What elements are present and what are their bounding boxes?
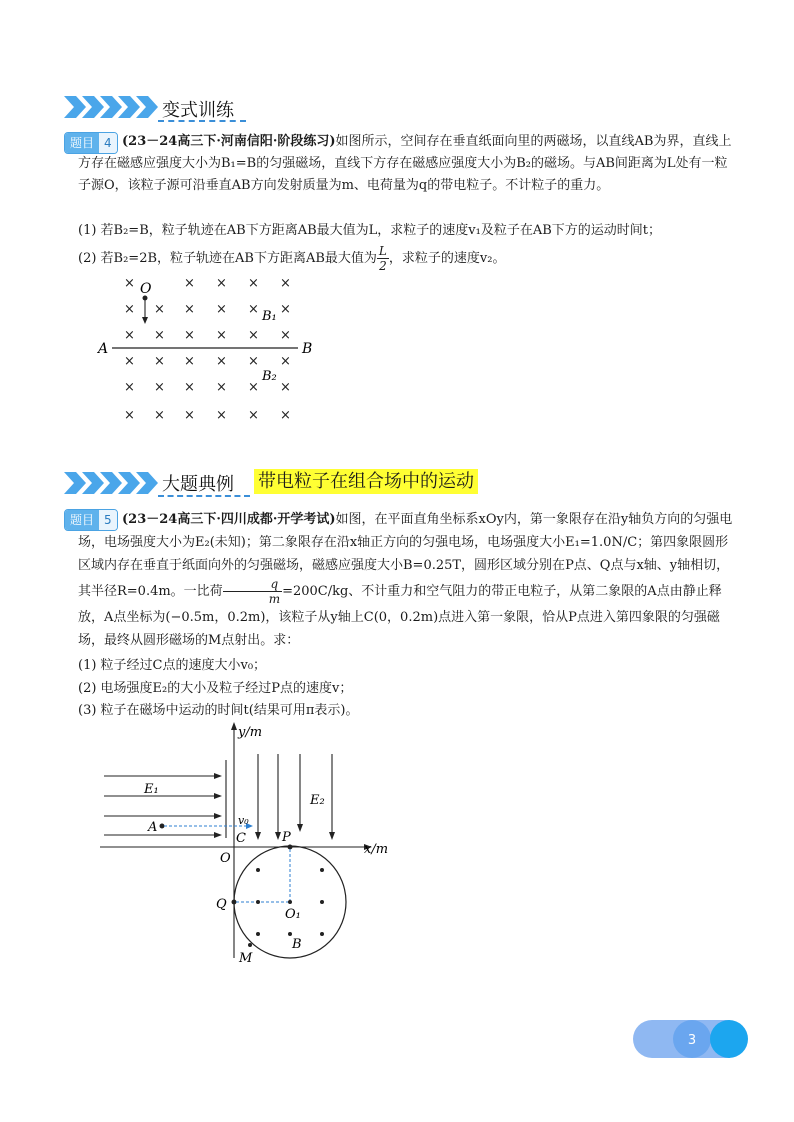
field-cross: ×: [248, 276, 259, 291]
label-e1: E₁: [144, 782, 159, 797]
field-cross: ×: [280, 302, 291, 317]
problem-source: (23－24高三下·河南信阳·阶段练习): [122, 134, 336, 149]
field-cross: ×: [154, 302, 165, 317]
label-q: Q: [216, 897, 227, 912]
fraction-den: 2: [379, 259, 387, 273]
field-cross: ×: [280, 276, 291, 291]
field-cross: ×: [248, 354, 259, 369]
section-divider: [158, 495, 250, 497]
field-cross: ×: [280, 408, 291, 423]
field-cross: ×: [154, 408, 165, 423]
label-b1: B₁: [262, 309, 277, 324]
problem-source: (23－24高三下·四川成都·开学考试): [122, 512, 336, 527]
field-cross: ×: [280, 380, 291, 395]
problem-body-cont: =200C/kg、不计重力和空气阻力的带正电粒子，从第二象限的A点由静止释放，A点坐标为(−0.5m，0.2m)，该粒子从y轴上C(0，0.2m)点进入第一象限，恰从P点进入第四象限的匀强磁场，最终从圆形磁场的M点射出。求：: [78, 584, 722, 648]
section-chevron-icon: [64, 472, 158, 494]
field-cross: ×: [124, 276, 135, 291]
center-o1: [288, 900, 292, 904]
badge-label: 题目: [65, 133, 99, 153]
question-1: (1) 粒子经过C点的速度大小v₀；: [78, 658, 267, 673]
field-cross: ×: [154, 380, 165, 395]
label-p: P: [282, 830, 291, 845]
field-cross: ×: [184, 380, 195, 395]
label-o: O: [140, 281, 152, 297]
field-cross: ×: [124, 328, 135, 343]
field-cross: ×: [184, 276, 195, 291]
fraction: [377, 244, 389, 273]
problem-body: 如图，在平面直角坐标系xOy内，第一象限存在沿y轴负方向的匀强电场，电场强度大小为E₂(未知)；第二象限存在沿x轴正方向的匀强电场，电场强度大小E₁=1.0N/C；第四象限圆形区域内存在垂直于纸面向外的匀强磁场，磁感应强度大小B=0.25T，圆形区域分别在P点、Q点与x轴、y轴相切，其半径R=0.4m。一比荷: [78, 512, 733, 599]
section-title: 大题典例: [162, 474, 234, 495]
problem-text: [78, 508, 738, 652]
field-cross: ×: [216, 328, 227, 343]
field-cross: ×: [124, 354, 135, 369]
page-number: 3: [687, 1033, 697, 1048]
topic-highlight: [254, 467, 478, 493]
label-m: M: [239, 951, 253, 966]
label-o1: O₁: [285, 907, 301, 922]
label-o: O: [220, 851, 231, 866]
field-cross: ×: [248, 408, 259, 423]
field-cross: ×: [248, 328, 259, 343]
fraction-num: L: [378, 244, 387, 258]
label-b: B: [302, 341, 313, 357]
field-cross: ×: [154, 328, 165, 343]
field-cross: ×: [216, 408, 227, 423]
badge-number: 5: [99, 510, 117, 530]
page-number-badge: [632, 1018, 750, 1060]
label-c: C: [236, 831, 246, 846]
fraction-num: q: [223, 577, 282, 592]
point-m: [248, 943, 252, 947]
label-e2: E₂: [310, 793, 325, 808]
section-chevron-icon: [64, 96, 158, 118]
fraction: [223, 577, 282, 606]
label-a: A: [98, 341, 109, 357]
problem-body: 如图所示，空间存在垂直纸面向里的两磁场，以直线AB为界，直线上方存在磁感应强度大小为B₁=B的匀强磁场，直线下方存在磁感应强度大小为B₂的磁场。与AB间距离为L处有一粒子源O，该粒子源可沿垂直AB方向发射质量为m、电荷量为q的带电粒子。不计粒子的重力。: [78, 134, 732, 193]
magnetic-field-figure: [92, 268, 332, 428]
question-2-pre: (2) 若B₂=2B，粒子轨迹在AB下方距离AB最大值为: [78, 251, 377, 266]
field-cross: ×: [216, 354, 227, 369]
fraction-den: m: [268, 592, 281, 606]
question-2-post: ，求粒子的速度v₂。: [388, 251, 506, 266]
combined-field-figure: [96, 720, 396, 970]
badge-number: 4: [99, 133, 117, 153]
y-axis-label: y/m: [238, 725, 263, 740]
question-1: (1) 若B₂=B，粒子轨迹在AB下方距离AB最大值为L，求粒子的速度v₁及粒子在AB下方的运动时间t；: [78, 223, 661, 238]
x-axis-label: x/m: [364, 842, 389, 857]
field-cross: ×: [216, 302, 227, 317]
question-3: (3) 粒子在磁场中运动的时间t(结果可用π表示)。: [78, 703, 359, 718]
section-title: 变式训练: [162, 100, 234, 121]
field-cross: ×: [124, 380, 135, 395]
label-a: A: [148, 820, 158, 835]
field-cross: ×: [184, 354, 195, 369]
question-2: (2) 电场强度E₂的大小及粒子经过P点的速度v；: [78, 681, 353, 696]
field-cross: ×: [184, 328, 195, 343]
field-cross: ×: [248, 380, 259, 395]
field-cross: ×: [154, 354, 165, 369]
field-cross: ×: [248, 302, 259, 317]
point-a: [160, 824, 165, 829]
label-b2: B₂: [262, 369, 277, 384]
field-cross: ×: [280, 328, 291, 343]
problem-text: [78, 131, 738, 197]
field-cross: ×: [184, 408, 195, 423]
field-cross: ×: [216, 380, 227, 395]
field-cross: ×: [184, 302, 195, 317]
label-v0: v₀: [238, 814, 249, 827]
section-divider: [158, 120, 246, 122]
badge-label: 题目: [65, 510, 99, 530]
topic-highlight-text: 带电粒子在组合场中的运动: [254, 469, 478, 494]
field-crosses: [124, 276, 291, 423]
field-cross: ×: [124, 408, 135, 423]
field-cross: ×: [124, 302, 135, 317]
label-b: B: [292, 937, 302, 952]
field-cross: ×: [216, 276, 227, 291]
field-cross: ×: [280, 354, 291, 369]
